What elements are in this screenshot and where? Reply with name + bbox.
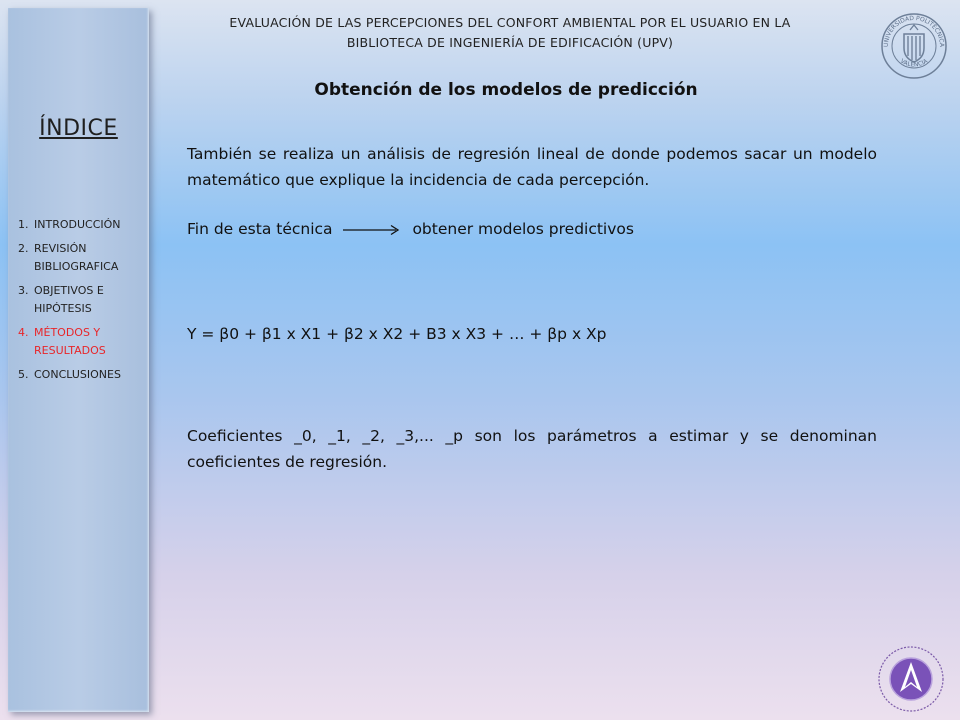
index-item-number: 2. — [18, 242, 29, 255]
seal-top-text: UNIVERSIDAD POLITÉCNICA — [882, 14, 946, 48]
index-item-objetivos-hipotesis[interactable] — [18, 282, 146, 318]
right-arrow-icon — [342, 223, 402, 237]
index-item-revision-bibliografica[interactable] — [18, 240, 146, 276]
index-item-number: 4. — [18, 326, 29, 339]
slide-title: Obtención de los modelos de predicción — [314, 80, 698, 100]
regression-intro-paragraph: También se realiza un análisis de regresión lineal de donde podemos sacar un modelo matemático que explique la incidencia de cada percepción. — [187, 145, 877, 189]
index-item-introduccion[interactable] — [18, 216, 146, 234]
school-emblem-logo — [876, 644, 946, 714]
index-item-label: MÉTODOS Y RESULTADOS — [34, 326, 106, 357]
technique-goal-right: obtener modelos predictivos — [412, 220, 634, 238]
index-item-label: INTRODUCCIÓN — [34, 218, 121, 231]
seal-bottom-text: VALENCIA — [899, 57, 929, 69]
index-item-conclusiones[interactable] — [18, 366, 146, 384]
index-item-number: 1. — [18, 218, 29, 231]
index-item-label: REVISIÓN BIBLIOGRAFICA — [34, 242, 119, 273]
presentation-header — [190, 13, 830, 53]
index-item-metodos-resultados[interactable] — [18, 324, 146, 360]
header-line-1: EVALUACIÓN DE LAS PERCEPCIONES DEL CONFORT AMBIENTAL POR EL USUARIO EN LA — [229, 15, 791, 30]
index-title: ÍNDICE — [39, 116, 118, 141]
index-item-number: 5. — [18, 368, 29, 381]
university-seal-logo — [878, 12, 950, 80]
regression-equation: Y = β0 + β1 x X1 + β2 x X2 + B3 x X3 + … + βp x Xp — [187, 325, 607, 343]
header-line-2: BIBLIOTECA DE INGENIERÍA DE EDIFICACIÓN (UPV) — [346, 35, 674, 50]
technique-goal-left: Fin de esta técnica — [187, 220, 333, 238]
index-item-label: CONCLUSIONES — [34, 368, 121, 381]
index-list — [18, 216, 146, 390]
index-sidebar — [8, 8, 149, 712]
index-item-label: OBJETIVOS E HIPÓTESIS — [34, 284, 104, 315]
technique-goal-line — [187, 216, 877, 242]
coefficients-paragraph: Coeficientes _0, _1, _2, _3,... _p son los parámetros a estimar y se denominan coeficientes de regresión. — [187, 427, 877, 471]
index-item-number: 3. — [18, 284, 29, 297]
svg-text:VALENCIA — [899, 57, 930, 68]
